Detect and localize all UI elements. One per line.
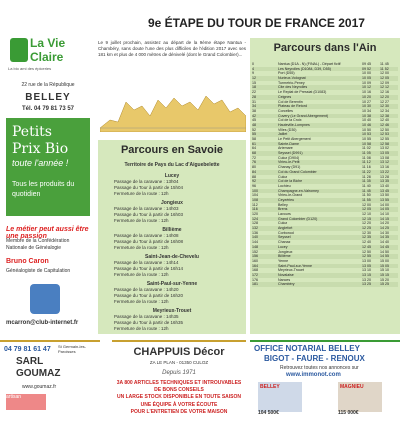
table-cell: Nances: [278, 277, 291, 282]
table-cell: 13 28: [380, 174, 389, 179]
table-cell: 42: [252, 113, 256, 118]
table-cell: 10 50: [362, 127, 371, 132]
table-cell: 68: [252, 151, 256, 156]
table-cell: 9: [252, 71, 254, 76]
table-cell: Anglefort: [278, 226, 293, 231]
table-cell: 14 30: [380, 230, 389, 235]
table-cell: 172: [252, 272, 258, 277]
table-cell: 12 45: [362, 244, 371, 249]
promo-banner: [6, 118, 90, 216]
table-cell: 12 00: [380, 71, 389, 76]
table-cell: 148: [252, 244, 258, 249]
table-cell: 13 02: [380, 146, 389, 151]
table-cell: Grand Colombier (D120): [278, 216, 318, 221]
table-cell: Saint-Paul-sur-Yenne: [278, 263, 313, 268]
table-cell: 11 35: [362, 179, 371, 184]
table-cell: Col de la Croix: [278, 118, 302, 123]
goumaz-web[interactable]: www.goumaz.fr: [22, 384, 57, 390]
listing-1-price: 104 500€: [258, 410, 279, 416]
table-cell: 12 40: [362, 240, 371, 245]
ain-section: [250, 38, 400, 334]
table-cell: Lavours: [278, 212, 291, 216]
table-cell: 14 55: [380, 254, 389, 259]
table-cell: 124: [252, 216, 258, 221]
table-cell: 11 45: [380, 62, 389, 66]
leaf-icon: [10, 38, 28, 62]
table-cell: 12 58: [380, 141, 389, 146]
store-address: 22 rue de la République: [21, 82, 75, 88]
table-cell: 12 25: [362, 226, 371, 231]
table-cell: Villes (D30): [278, 127, 297, 132]
table-cell: Meyrieux-Trouet: [278, 268, 305, 273]
table-cell: Nantua (D1A - N) (FINAL) - Départ fictif: [278, 62, 341, 66]
savoie-subheading: Territoire de Pays du Lac d'Aiguebelette: [124, 162, 220, 168]
table-cell: 10 12: [362, 85, 371, 90]
table-cell: 15 00: [380, 258, 389, 263]
logo-line2: Claire: [30, 50, 64, 64]
table-cell: 12 46: [380, 122, 389, 127]
chappuis-line4: UNE ÉQUIPE À VOTRE ÉCOUTE: [140, 402, 218, 408]
goumaz-ad: [0, 340, 100, 422]
savoie-group: [98, 227, 246, 251]
table-cell: 12 38: [380, 113, 389, 118]
table-cell: Seyssel (D991): [278, 151, 303, 156]
table-cell: 13 05: [380, 151, 389, 156]
savoie-town: Meyrieux-Trouet: [152, 308, 192, 314]
table-cell: 92: [252, 179, 256, 184]
savoie-line: Fermeture de la route : 12h: [114, 326, 169, 331]
table-cell: Chanaz: [278, 240, 291, 245]
table-cell: 10 20: [362, 94, 371, 99]
table-cell: 120: [252, 212, 258, 216]
table-cell: 12 20: [362, 221, 371, 226]
store-city: BELLEY: [25, 92, 71, 103]
table-cell: 31: [252, 99, 256, 104]
table-cell: 10 34: [362, 108, 371, 113]
table-cell: 10 55: [362, 137, 371, 141]
table-cell: 72: [252, 155, 256, 160]
notary-title: OFFICE NOTARIAL BELLEY: [254, 344, 360, 353]
promo-line4: Tous les produits du quotidien: [12, 181, 75, 198]
table-cell: 12 27: [380, 99, 389, 104]
table-cell: Ceyzérieu: [278, 197, 295, 202]
table-cell: 13 10: [362, 268, 371, 273]
table-cell: 11 02: [362, 146, 371, 151]
table-cell: 12 50: [380, 127, 389, 132]
table-cell: Virieu-le-Grand: [278, 193, 303, 198]
savoie-line: Fermeture de la route : 12h: [114, 272, 169, 277]
savoie-group: [98, 281, 246, 305]
genealogist-sub: Membre de la Confédération Nationale de Généalogie: [6, 238, 70, 251]
table-cell: 11 22: [362, 169, 371, 174]
savoie-group: [98, 200, 246, 224]
table-cell: 12 55: [380, 137, 389, 141]
table-cell: 10 30: [362, 104, 371, 109]
table-cell: 181: [252, 282, 258, 287]
table-cell: Brens: [278, 207, 288, 212]
logo-slogan: La bio ami des épiceries: [8, 66, 52, 71]
table-cell: 22: [252, 90, 256, 95]
table-cell: Champagne-en-Valromey: [278, 188, 319, 193]
chappuis-line5: POUR L'ENTRETIEN DE VOTRE MAISON: [130, 409, 228, 415]
table-cell: 112: [252, 202, 258, 207]
table-cell: 11 40: [362, 183, 371, 188]
savoie-list: [98, 170, 246, 332]
table-cell: Cuvery (Le Grand Abergement): [278, 113, 329, 118]
store-phone: Tél. 04 79 81 73 57: [21, 106, 75, 112]
savoie-town: Lucey: [164, 173, 180, 179]
stage-profile-graphic: [100, 80, 246, 132]
table-cell: Nurieux-Volognat: [278, 76, 306, 81]
chappuis-since: Depuis 1971: [162, 370, 196, 376]
goumaz-brand1: SARL: [16, 356, 44, 367]
table-cell: 11 08: [362, 155, 371, 160]
chappuis-brand: CHAPPUIS Décor: [133, 346, 225, 358]
table-cell: Yenne: [278, 258, 289, 263]
table-cell: 10 53: [362, 132, 371, 137]
table-cell: 14 00: [380, 202, 389, 207]
savoie-line: Passage du Tour à partir de 16h20: [114, 293, 183, 298]
chappuis-address: ZA LE PLAN - 01350 CULOZ: [149, 360, 209, 365]
savoie-line: Passage de la caravane : 14h35: [114, 314, 179, 319]
table-cell: 12 55: [362, 254, 371, 259]
chappuis-line3: UN LARGE STOCK DISPONIBLE EN TOUTE SAISON: [117, 394, 241, 400]
table-cell: 88: [252, 174, 256, 179]
table-cell: 13 16: [380, 165, 389, 170]
table-cell: 12 34: [380, 108, 389, 113]
table-cell: 12 16: [380, 90, 389, 95]
table-cell: 11 28: [362, 174, 371, 179]
table-cell: 12 09: [380, 80, 389, 85]
genealogist-email[interactable]: mcarron@club-internet.fr: [6, 320, 79, 326]
table-cell: 11 05: [362, 151, 371, 156]
table-cell: 14 45: [380, 244, 389, 249]
savoie-line: Passage du Tour à partir de 16h08: [114, 239, 183, 244]
genealogist-name: Bruno Caron: [6, 258, 49, 265]
table-cell: Corbonod: [278, 230, 294, 235]
table-cell: 12 00: [362, 202, 371, 207]
table-cell: 61: [252, 141, 256, 146]
table-cell: 13 00: [362, 258, 371, 263]
genealogist-ad: [2, 224, 92, 334]
table-cell: Novalaise: [278, 272, 294, 277]
table-cell: 55: [252, 132, 256, 137]
notary-tagline: Retrouvez toutes nos annonces sur: [280, 365, 359, 371]
savoie-town: Saint-Jean-de-Chevelu: [145, 254, 199, 260]
table-cell: 13 55: [380, 197, 389, 202]
goumaz-brand2: GOUMAZ: [16, 368, 61, 379]
listing-2-price: 115 000€: [338, 410, 359, 416]
table-cell: 14 50: [380, 249, 389, 254]
savoie-line: Passage de la caravane : 14h08: [114, 233, 179, 238]
table-cell: Turmetrio-Peney: [278, 80, 305, 85]
table-cell: 58: [252, 137, 256, 141]
table-cell: 0: [252, 62, 254, 66]
table-cell: 11 12: [362, 160, 371, 165]
table-cell: 116: [252, 207, 258, 212]
table-cell: 15 15: [380, 272, 389, 277]
listing-1-town: BELLEY: [260, 384, 280, 390]
table-cell: 80: [252, 165, 256, 170]
table-cell: Plateau de Retord: [278, 104, 307, 109]
savoie-line: Passage du Tour à partir de 16h03: [114, 212, 183, 217]
table-cell: Col du Grand Colombier: [278, 169, 317, 174]
table-cell: 14 25: [380, 226, 389, 231]
savoie-line: Passage de la caravane : 14h14: [114, 260, 179, 265]
goumaz-location: St Germain-les-Paroisses: [58, 344, 87, 354]
table-cell: Artemare: [278, 146, 293, 151]
table-cell: 10 58: [362, 141, 371, 146]
table-cell: 18: [252, 85, 256, 90]
promo-line3: toute l'année !: [12, 158, 69, 168]
table-cell: 10 00: [362, 71, 371, 76]
table-cell: 4: [252, 66, 254, 71]
table-cell: 12 30: [362, 230, 371, 235]
promo-line1: Petits: [12, 124, 52, 140]
table-cell: 12 50: [362, 249, 371, 254]
table-cell: 09 45: [362, 62, 371, 66]
table-cell: Ceignes: [278, 94, 292, 99]
savoie-line: Passage du Tour à partir de 16h35: [114, 320, 183, 325]
table-cell: Virieu-le-Petit: [278, 160, 300, 165]
notary-ad: [250, 340, 400, 422]
table-cell: Le Replat de Pressiat (D1083): [278, 90, 327, 95]
savoie-line: Passage de la caravane : 13h04: [114, 179, 179, 184]
savoie-line: Passage de la caravane : 14h03: [114, 206, 179, 211]
goumaz-phone: 04 79 81 61 47: [4, 346, 51, 353]
la-vie-claire-logo: [8, 34, 88, 76]
table-cell: 14 20: [380, 221, 389, 226]
savoie-line: Fermeture de la route : 12h: [114, 299, 169, 304]
table-cell: 09 52: [362, 66, 371, 71]
table-cell: 13 05: [362, 263, 371, 268]
table-cell: 11 52: [380, 66, 389, 71]
table-cell: 13 35: [380, 179, 389, 184]
table-cell: Culoz (D904): [278, 155, 300, 160]
table-cell: 14 15: [380, 216, 389, 221]
table-cell: Lochieu: [278, 183, 291, 188]
savoie-group: [98, 254, 246, 278]
table-cell: 10 46: [362, 122, 371, 127]
table-cell: Belley: [278, 202, 288, 207]
table-cell: 12: [252, 76, 256, 81]
table-cell: 13 15: [362, 272, 371, 277]
table-cell: 14 05: [380, 207, 389, 212]
table-cell: 38: [252, 108, 256, 113]
table-cell: 13 22: [380, 169, 389, 174]
savoie-group: [98, 173, 246, 197]
table-cell: 168: [252, 268, 258, 273]
table-cell: 13 20: [362, 277, 371, 282]
table-cell: 152: [252, 249, 258, 254]
table-cell: Lucey: [278, 244, 288, 249]
table-cell: 12 30: [380, 104, 389, 109]
table-cell: 10 16: [362, 90, 371, 95]
table-cell: 15 10: [380, 268, 389, 273]
savoie-heading: Parcours en Savoie: [120, 144, 224, 156]
table-cell: 12 05: [362, 207, 371, 212]
table-cell: Corcelles: [278, 108, 293, 113]
savoie-town: Billième: [162, 227, 182, 233]
table-cell: Jaillet: [278, 132, 288, 137]
table-cell: 108: [252, 197, 258, 202]
table-cell: 11 16: [362, 165, 371, 170]
table-cell: 48: [252, 122, 256, 127]
table-cell: 13 45: [380, 188, 389, 193]
notary-names: BIGOT - FAURE - RENOUX: [264, 354, 365, 363]
table-cell: 100: [252, 188, 258, 193]
chappuis-line1: 3A 800 ARTICLES TECHNIQUES ET INTROUVABLES: [116, 380, 242, 386]
savoie-line: Fermeture de la route : 12h: [114, 191, 169, 196]
table-row: [252, 282, 398, 287]
table-cell: 12 12: [380, 85, 389, 90]
table-cell: 176: [252, 277, 258, 282]
table-cell: Col de Berentin: [278, 99, 303, 104]
savoie-line: Fermeture de la route : 12h: [114, 245, 169, 250]
table-cell: 13 50: [380, 193, 389, 198]
photo-icon: [30, 284, 60, 314]
table-cell: 132: [252, 226, 258, 231]
table-cell: 45: [252, 118, 256, 123]
table-cell: 28: [252, 94, 256, 99]
table-cell: Sainte-Dame: [278, 141, 299, 146]
table-cell: 14 40: [380, 240, 389, 245]
table-cell: 11 55: [362, 197, 371, 202]
table-cell: Port (D55): [278, 71, 295, 76]
table-cell: Cite des Neyrolles: [278, 85, 308, 90]
ain-timetable: [252, 62, 398, 287]
chappuis-ad: [112, 340, 246, 422]
savoie-line: Fermeture de la route : 12h: [114, 218, 169, 223]
genealogist-line: Généalogiste de Capitulation: [6, 268, 71, 274]
table-cell: 15 20: [380, 277, 389, 282]
table-cell: 64: [252, 146, 256, 151]
table-cell: 140: [252, 235, 258, 240]
table-cell: Le Petit Abergement: [278, 137, 311, 141]
savoie-line: Passage du Tour à partir de 15h04: [114, 185, 183, 190]
table-cell: 15: [252, 80, 256, 85]
table-cell: 10 09: [362, 80, 371, 85]
left-column: [0, 0, 92, 338]
table-cell: 11 45: [362, 188, 371, 193]
table-cell: 52: [252, 127, 256, 132]
table-cell: Hauteville-Lompnes: [278, 122, 310, 127]
promo-line2: Prix Bio: [12, 141, 69, 157]
table-cell: 10 38: [362, 113, 371, 118]
notary-website[interactable]: www.immonot.com: [286, 372, 341, 378]
savoie-group: [98, 308, 246, 332]
savoie-town: Saint-Paul-sur-Yenne: [146, 281, 198, 287]
table-cell: 164: [252, 263, 258, 268]
savoie-section: [98, 140, 246, 334]
table-cell: 128: [252, 221, 258, 226]
listing-2-town: MAGNIEU: [340, 384, 364, 390]
table-cell: 144: [252, 240, 258, 245]
table-cell: 12 10: [362, 212, 371, 216]
artisan-badge: artisan: [6, 394, 46, 410]
table-cell: Billième: [278, 254, 291, 259]
table-cell: Culoz: [278, 174, 288, 179]
table-cell: 34: [252, 104, 256, 109]
table-cell: 14 35: [380, 235, 389, 240]
table-cell: 10 27: [362, 99, 371, 104]
table-cell: 13 12: [380, 160, 389, 165]
chappuis-line2: DE BONS CONSEILS: [154, 387, 204, 393]
table-cell: 11 50: [362, 193, 371, 198]
ain-heading: Parcours dans l'Ain: [273, 42, 377, 54]
table-cell: 12 20: [380, 94, 389, 99]
table-cell: Les Neyrolles (D1084, D39, D55): [278, 66, 331, 71]
table-cell: 10 05: [362, 76, 371, 81]
logo-line1: La Vie: [30, 36, 66, 50]
table-cell: 84: [252, 169, 256, 174]
savoie-town: Jongieux: [161, 200, 183, 206]
table-cell: 160: [252, 258, 258, 263]
table-cell: 12 05: [380, 76, 389, 81]
table-cell: 14 10: [380, 212, 389, 216]
table-cell: 12 53: [380, 132, 389, 137]
table-cell: 13 25: [362, 282, 371, 287]
table-cell: 15 25: [380, 282, 389, 287]
table-cell: Culoz: [278, 221, 288, 226]
page-title: 9e ÉTAPE DU TOUR DE FRANCE 2017: [148, 16, 365, 30]
table-cell: 104: [252, 193, 258, 198]
table-cell: 12 15: [362, 216, 371, 221]
table-cell: 13 08: [380, 155, 389, 160]
table-cell: 13 40: [380, 183, 389, 188]
savoie-line: Passage de la caravane : 14h20: [114, 287, 179, 292]
table-cell: 136: [252, 230, 258, 235]
table-cell: 156: [252, 254, 258, 259]
table-cell: Chambéry: [278, 282, 295, 287]
intro-text: Le 9 juillet prochain, assistez au départ de la 9ème étape Nantua - Chambéry, sans doute l'une des plus difficiles de l'édition 2017 avec ses 181 km et plus de 4 000 mètres de dénivelé (dont le Grand Colombier)...: [98, 40, 246, 57]
table-cell: 96: [252, 183, 256, 188]
table-cell: Jongieux: [278, 249, 293, 254]
table-cell: 76: [252, 160, 256, 165]
table-cell: Col de la Biche: [278, 179, 303, 184]
table-cell: 10 40: [362, 118, 371, 123]
savoie-line: Passage du Tour à partir de 16h14: [114, 266, 183, 271]
table-cell: Chanay (D91): [278, 165, 301, 170]
table-cell: 15 05: [380, 263, 389, 268]
table-cell: 12 40: [380, 118, 389, 123]
genealogist-title: Le métier peut aussi être une passion: [6, 226, 89, 240]
table-cell: Seyssel: [278, 235, 291, 240]
table-cell: 12 35: [362, 235, 371, 240]
